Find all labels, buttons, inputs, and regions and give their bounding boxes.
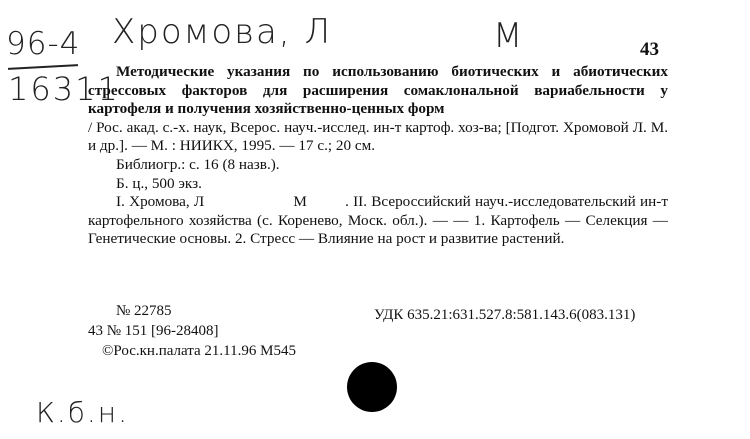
record-number: № 22785 <box>116 303 172 319</box>
handwritten-bottom-note: К.б.н. <box>36 396 130 429</box>
entry-tracings: I. Хромова, Л М . II. Всероссийский науч.-исследовательский ин-т картофельного хозяйства (с. Коренево, Моск. обл.). — — 1. Картофель — Селекция — Генетические основы. 2. Стресс — Влияние на рост и развитие растений. <box>88 193 672 248</box>
card-punch-hole <box>347 362 397 412</box>
handwritten-author-surname: Хромова, Л <box>112 12 333 52</box>
handwritten-author-initial: М <box>493 16 523 56</box>
entry-price: Б. ц., 500 экз. <box>116 174 202 192</box>
entry-imprint: / Рос. акад. с.-х. наук, Всерос. науч.-исслед. ин-т картоф. хоз-ва; [Подгот. Хромовой Л. М. и др.]. — М. : НИИКХ, 1995. — 17 с.; 20 см. <box>88 118 668 155</box>
udc-classification: УДК 635.21:631.527.8:581.143.6(083.131) <box>374 307 636 323</box>
book-chamber-stamp: ©Рос.кн.палата 21.11.96 М545 <box>102 343 296 359</box>
bibliographic-entry <box>88 63 672 249</box>
entry-bibliography: Библиогр.: с. 16 (8 назв.). <box>116 155 280 173</box>
card-page-number: 43 <box>640 39 659 60</box>
handwritten-shelf-mark-top: 96-4 <box>6 26 81 62</box>
entry-title: Методические указания по использованию биотических и абиотических стрессовых факторов для расширения сомаклональной вариабельности у картофеля и получения хозяйственно-ценных форм <box>88 63 668 118</box>
handwritten-underline <box>8 64 78 70</box>
handwritten-shelf-mark-bottom: 16311 <box>8 70 120 108</box>
registration-number: 43 № 151 [96-28408] <box>88 323 219 339</box>
